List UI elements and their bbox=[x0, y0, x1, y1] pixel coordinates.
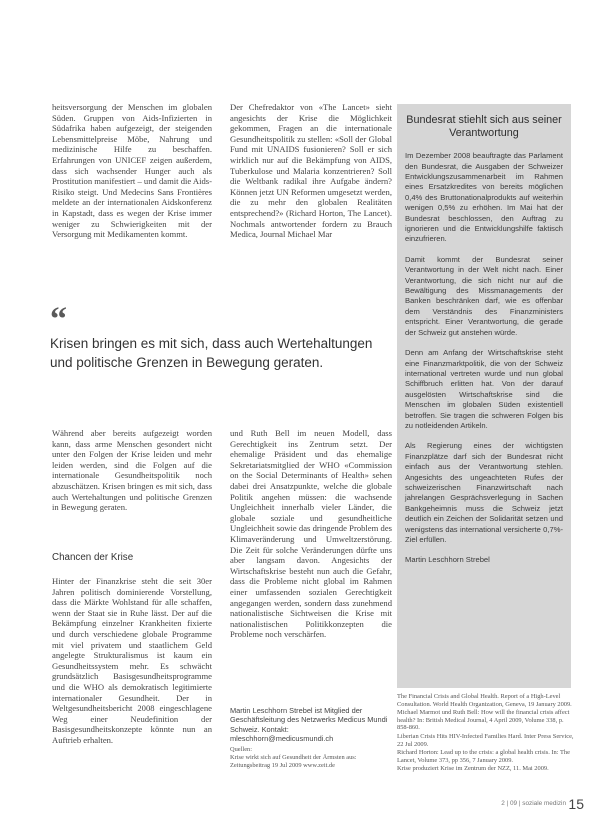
body-column-1-top bbox=[52, 102, 212, 240]
body-column-1-middle bbox=[52, 428, 212, 513]
body-column-1-bottom bbox=[52, 576, 212, 746]
sidebar-title: Bundesrat stiehlt sich aus seiner Verantwortung bbox=[406, 114, 562, 139]
sidebar-paragraph: Als Regierung eines der wichtigsten Finanzplätze darf sich der Bundesrat nicht einfach aus der Verantwortung stehlen. Angesichts des ungeachteten Rufes der schweizerischen Finanzwirtschaft nach jahrelangen Gesprächsverlegung in Sachen Bankgeheimnis muss die Schweiz jetzt deutlich ein Zeichen der Solidarität setzen und wenigstens das international versicherte 0,7%-Ziel erfüllen. bbox=[405, 441, 563, 544]
reference-item: Richard Horton: Lead up to the crisis: a global health crisis. In: The Lancet, Volume 373, pp 356, 7 January 2009. bbox=[397, 749, 570, 764]
body-paragraph: Während aber bereits aufgezeigt worden kann, dass arme Menschen gesondert nicht unter den Folgen der Krise leiden und mehr leiden werden, sind die Folgen auf die internationale Gesundheitspolitik noch abzuschätzen. Krisen bringen es mit sich, dass auch Wertehaltungen und politische Grenzen in Bewegung geraten. bbox=[52, 428, 212, 513]
sidebar-body bbox=[405, 151, 563, 566]
reference-item: The Financial Crisis and Global Health. Report of a High-Level Consultation. World Health Organization, Geneva, 19 January 2009. bbox=[397, 693, 572, 708]
source-note bbox=[230, 746, 390, 769]
reference-item: Liberian Crisis Hits HIV-Infected Families Hard. Inter Press Service, 22 Jul 2009. bbox=[397, 732, 574, 748]
body-paragraph: Hinter der Finanzkrise steht die seit 30er Jahren politisch dominierende Vorstellung, dass die Märkte Wohlstand für alle schaffen, wenn der Staat sie in Ruhe lässt. Der auf die Bekämpfung einzelner Krankheiten fixierte und durch verschiedene globale Programme mit viel privatem und staatlichem Geld angelegte Strukturalismus ist kaum ein Gesundheitssystem mehr. Es schwächt grundsätzlich Basisgesundheitsprogramme und die WHO als demokratisch legitimierte internationaler Gesundheit. Der in Weltgesundheitsbericht 2008 eingeschlagene Weg einer Neudefinition der Basisgesundheitskonzepte könnte nun an Auftrieb erhalten. bbox=[52, 576, 212, 745]
sidebar-box bbox=[397, 104, 571, 688]
sidebar-author: Martin Leschhorn Strebel bbox=[405, 555, 490, 565]
reference-item: Krise produziert Krise im Zentrum der NZZ, 11. Mai 2009. bbox=[397, 765, 549, 773]
body-paragraph: und Ruth Bell im neuen Modell, dass Gerechtigkeit ins Zentrum setzt. Der ehemalige Präsident und das ehemalige Sekretariatsmitglied der WHO «Commission on the Social Determinants of Health» sehen dabei drei Ansatzpunkte, welche die globale Politik angehen müssen: die wachsende Ungleichheit innerhalb vieler Länder, die globale soziale und gesundheitliche Ungleichheit sowie das dringende Problem des Klimaveränderung und Umweltzerstörung. Die Zeit für solche Veränderungen dürfte uns aber langsam davon. Angesichts der Wirtschaftskrise besteht nun auch die Gefahr, dass die Probleme nicht global im Rahmen einer umfassenden sozialen Gerechtigkeit angegangen werden, sondern dass zunehmend nationalistische Sichtweisen die Krise mit nationalistischen Politikkonzepten die Probleme noch verschärfen. bbox=[230, 428, 392, 640]
reference-list bbox=[397, 693, 575, 774]
body-column-2-middle bbox=[230, 428, 392, 640]
sidebar-paragraph: Denn am Anfang der Wirtschaftskrise steht eine Finanzmarktpolitik, die von der Schweiz international vertreten wurde und nun global Schiffbruch erlitten hat. Von der darauf ausgelösten Wirtschaftskrise sind die Menschen im globalen Süden existentiell betroffen. Sie tragen die schweren Folgen bis zu notleidenden Artikeln. bbox=[405, 348, 563, 430]
quote-mark-icon: “ bbox=[50, 301, 67, 338]
source-line: Quellen: bbox=[230, 746, 253, 753]
sidebar-paragraph: Damit kommt der Bundesrat seiner Verantwortung in der Welt nicht nach. Einer Verantwortung, die sich nicht nur auf die Bewältigung des Missmanagements der Banken beschränken darf, wie es offenbar dem Verständnis des Finanzministers entspricht. Einer Verantwortung, die gerade der Schweiz gut anstehen würde. bbox=[405, 254, 563, 337]
body-column-2-top bbox=[230, 102, 392, 240]
body-paragraph: Der Chefredaktor von «The Lancet» sieht angesichts der Krise die Möglichkeit gekommen, Fragen an die internationale Gesundheitspolitik zu stellen: «Soll der Global Fund mit UNAIDS fusionieren? Soll er sich wirklich nur auf die Bekämpfung von AIDS, Tuberkulose und Malaria konzentrieren? Soll die Weltbank radikal ihre Aufgabe ändern? Können jetzt UN Reformen umgesetzt werden, die zu mehr den globalen Realitäten entsprechend?» (Richard Horton, The Lancet). Nochmals antwortender fordern zu Brauch Medica, Journal Michael Mar bbox=[230, 102, 392, 240]
source-line: Krise wirkt sich auf Gesundheit der Ärmsten aus: Zeitungsbeitrag 19 Jul 2009 www.zeit.de bbox=[230, 753, 357, 769]
body-paragraph: heitsversorgung der Menschen im globalen Süden. Gruppen von Aids-Infizierten in Südafrika haben aufgezeigt, der steigenden Lebensmittelpreise Möbe, Nahrung und medizinische Hilfe zu beschaffen. Erfahrungen von UNICEF zeigen außerdem, dass sich wachsender Hunger auch als Prostitution manifestiert – und damit die Aids-Risiko steigt. Und Medecins Sans Frontières meldete an der internationalen Aidskonferenz in Kapstadt, dass es wegen der Krise immer weniger zu Schwierigkeiten mit der Versorgung mit Medikamenten kommt. bbox=[52, 102, 212, 240]
page-number: 15 bbox=[568, 796, 584, 812]
section-subheading: Chancen der Krise bbox=[52, 552, 134, 563]
page-footer bbox=[488, 796, 584, 812]
footer-label: 2 | 09 | soziale medizin bbox=[501, 800, 566, 807]
sidebar-paragraph: Im Dezember 2008 beauftragte das Parlament den Bundesrat, die Ausgaben der Schweizer Entwicklungszusammenarbeit im Rahmen eines Ersatzkredites von bereits möglichen 0,4% des Bruttonationalprodukts auf weiterhin wenigen 0,5% zu erhöhen. Im Mai hat der Bundesrat beschlossen, den Auftrag zu ignorieren und die Entwicklungshilfe faktisch einzufrieren. bbox=[405, 151, 563, 244]
reference-item: Michael Marmot und Ruth Bell: How will the financial crisis affect health? In: British Medical Journal, 4 April 2009, Volume 338, p. 858-860. bbox=[397, 709, 570, 732]
author-bio: Martin Leschhorn Strebel ist Mitglied der Geschäftsleitung des Netzwerks Medicus Mundi Schweiz. Kontakt: mleschhorn@medicusmundi.ch bbox=[230, 706, 388, 744]
pull-quote-text: Krisen bringen es mit sich, dass auch Wertehaltungen und politische Grenzen in Bewegung geraten. bbox=[50, 336, 373, 370]
